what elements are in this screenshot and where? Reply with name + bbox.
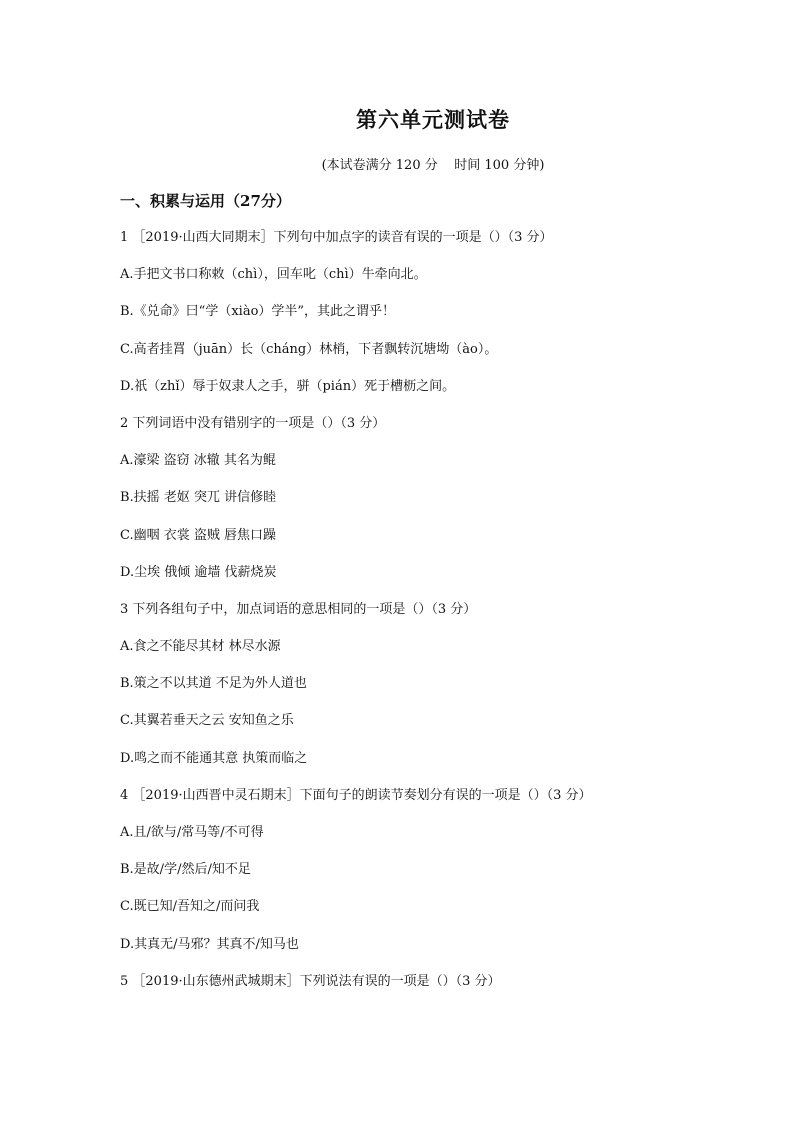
question-2-option-a: A.濠梁 盗窃 冰辙 其名为鲲 — [120, 453, 276, 469]
question-1-stem: 1 ［2019·山西大同期末］下列句中加点字的读音有误的一项是（）（3 分） — [120, 230, 553, 245]
question-3-option-c: C.其翼若垂天之云 安知鱼之乐 — [120, 713, 294, 729]
question-3-option-d: D.鸣之而不能通其意 执策而临之 — [120, 750, 308, 766]
question-1-option-a: A.手把文书口称敕（chì），回车叱（chì）牛牵向北。 — [120, 267, 427, 283]
question-2-option-d: D.尘埃 俄倾 逾墙 伐薪烧炭 — [120, 564, 277, 580]
page-title: 第六单元测试卷 — [356, 107, 510, 132]
question-2-option-b: B.扶摇 老妪 突兀 讲信修睦 — [120, 490, 277, 506]
exam-info: (本试卷满分 120 分 时间 100 分钟) — [321, 158, 545, 173]
question-4-option-c: C.既已知/吾知之/而问我 — [120, 899, 260, 915]
question-4-option-a: A.且/欲与/常马等/不可得 — [120, 825, 264, 840]
question-3-stem: 3 下列各组句子中，加点词语的意思相同的一项是（）（3 分） — [120, 601, 477, 617]
question-4-stem: 4 ［2019·山西晋中灵石期末］下面句子的朗读节奏划分有误的一项是（）（3 分） — [120, 787, 592, 803]
question-2-option-c: C.幽咽 衣裳 盗贼 唇焦口躁 — [120, 527, 277, 543]
question-1-option-b: B.《兑命》曰“学（xiào）学半”，其此之谓乎！ — [120, 304, 396, 320]
question-1-option-c: C.高者挂罥（juān）长（cháng）林梢，下者飘转沉塘坳（ào）。 — [120, 341, 498, 357]
question-4-option-b: B.是故/学/然后/知不足 — [120, 862, 251, 878]
question-1-option-d: D.祇（zhǐ）辱于奴隶人之手，骈（pián）死于槽枥之间。 — [120, 378, 456, 394]
section-heading: 一、积累与运用（27分） — [120, 192, 291, 210]
question-3-option-b: B.策之不以其道 不足为外人道也 — [120, 676, 307, 692]
question-2-stem: 2 下列词语中没有错别字的一项是（）（3 分） — [120, 415, 386, 431]
question-list — [120, 229, 760, 1010]
question-5-stem: 5 ［2019·山东德州武城期末］下列说法有误的一项是（）（3 分） — [120, 973, 501, 989]
question-3-option-a: A.食之不能尽其材 林尽水源 — [120, 639, 281, 655]
question-4-option-d: D.其真无/马邪？其真不/知马也 — [120, 936, 299, 952]
